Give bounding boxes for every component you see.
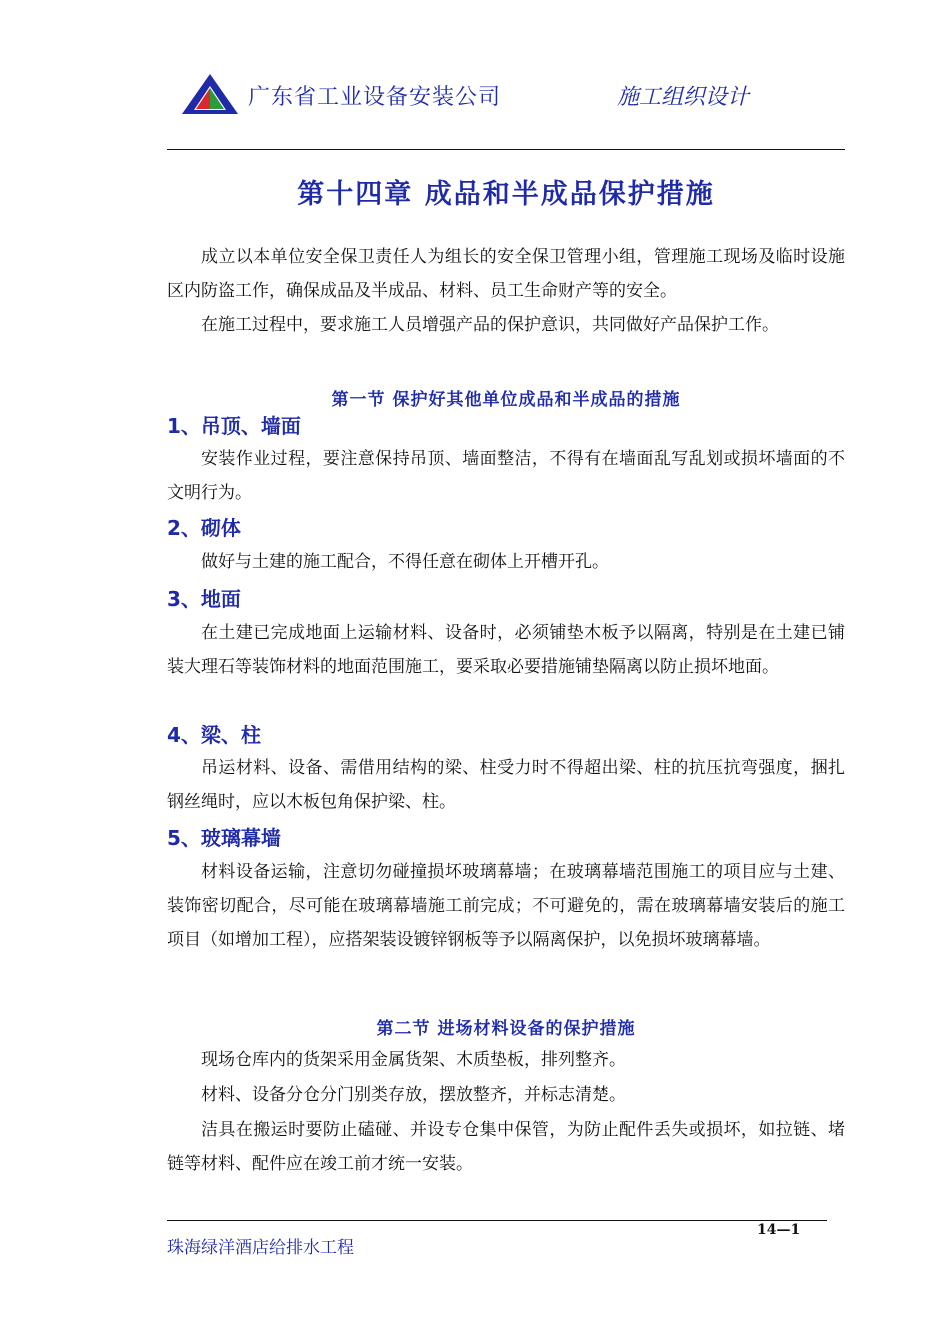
- intro-paragraph-1: 成立以本单位安全保卫责任人为组长的安全保卫管理小组，管理施工现场及临时设施区内防盗工作，确保成品及半成品、材料、员工生命财产等的安全。: [167, 247, 845, 301]
- item-1-heading: 1、吊顶、墙面: [167, 414, 301, 438]
- project-name: 珠海绿洋酒店给排水工程: [167, 1238, 354, 1258]
- company-name: 广东省工业设备安装公司: [248, 85, 502, 110]
- page-number: 14—1: [757, 1222, 801, 1238]
- chapter-title: 第十四章 成品和半成品保护措施: [297, 179, 715, 210]
- item-2-text: 做好与土建的施工配合，不得任意在砌体上开槽开孔。: [201, 552, 609, 572]
- header-divider: [167, 149, 845, 150]
- item-3-heading: 3、地面: [167, 587, 241, 611]
- page-header: [180, 70, 845, 120]
- item-4-heading: 4、梁、柱: [167, 723, 261, 747]
- item-4-text: 吊运材料、设备、需借用结构的梁、柱受力时不得超出梁、柱的抗压抗弯强度，捆扎钢丝绳时，应以木板包角保护梁、柱。: [167, 758, 845, 812]
- company-logo-icon: [180, 72, 240, 116]
- item-5-text: 材料设备运输，注意切勿碰撞损坏玻璃幕墙；在玻璃幕墙范围施工的项目应与土建、装饰密切配合，尽可能在玻璃幕墙施工前完成；不可避免的，需在玻璃幕墙安装后的施工项目（如增加工程），应搭架装设镀锌钢板等予以隔离保护，以免损坏玻璃幕墙。: [167, 862, 845, 950]
- item-2-heading: 2、砌体: [167, 516, 241, 540]
- section-2-paragraph-1: 现场仓库内的货架采用金属货架、木质垫板，排列整齐。: [201, 1050, 626, 1070]
- document-type: 施工组织设计: [617, 85, 750, 110]
- section-1-title: 第一节 保护好其他单位成品和半成品的措施: [331, 390, 681, 410]
- intro-paragraph-2: 在施工过程中，要求施工人员增强产品的保护意识，共同做好产品保护工作。: [201, 315, 779, 335]
- item-5-heading: 5、玻璃幕墙: [167, 826, 281, 850]
- item-3-text: 在土建已完成地面上运输材料、设备时，必须铺垫木板予以隔离，特别是在土建已铺装大理石等装饰材料的地面范围施工，要采取必要措施铺垫隔离以防止损坏地面。: [167, 623, 845, 677]
- section-2-title: 第二节 进场材料设备的保护措施: [376, 1019, 636, 1039]
- section-2-paragraph-3: 洁具在搬运时要防止磕碰、并设专仓集中保管，为防止配件丢失或损坏，如拉链、堵链等材料、配件应在竣工前才统一安装。: [167, 1120, 845, 1174]
- item-1-text: 安装作业过程，要注意保持吊顶、墙面整洁，不得有在墙面乱写乱划或损坏墙面的不文明行为。: [167, 449, 845, 503]
- section-2-paragraph-2: 材料、设备分仓分门别类存放，摆放整齐，并标志清楚。: [201, 1085, 626, 1105]
- footer-divider: [167, 1220, 827, 1221]
